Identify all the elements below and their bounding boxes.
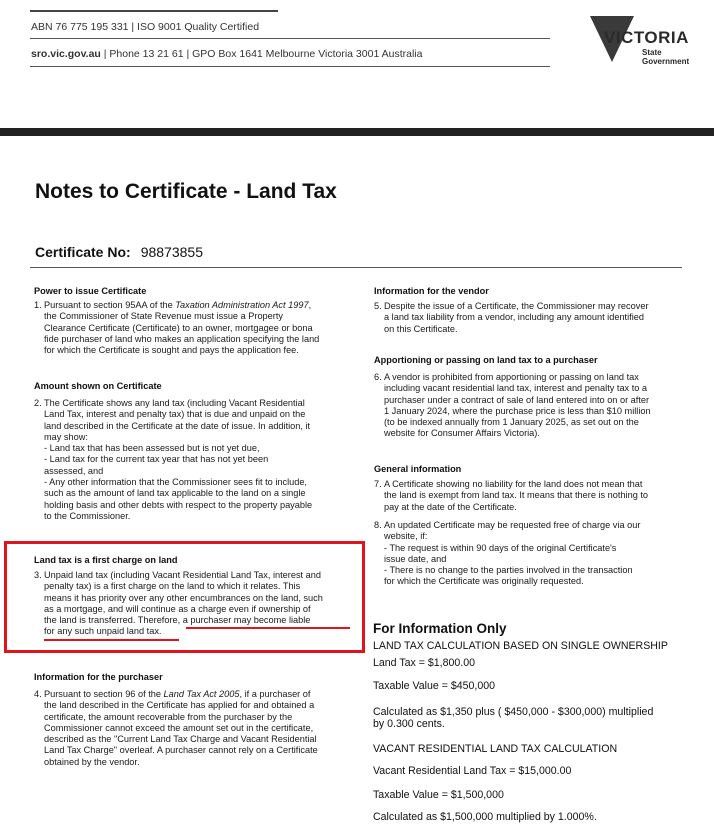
note-text: A Certificate showing no liability for the land does not mean that the land is exempt from land tax. It means that there is nothing to pay at the date of the Certificate.: [384, 479, 649, 512]
note-text: Unpaid land tax (including Vacant Residential Land Tax, interest and penalty tax) is a first charge on the land to which it relates. This means it has priority over any other encumbrances on the land, such as a mortgage, and will continue as a charge even if ownership of the land is transferred. Therefore, a purchaser may become liable for any such unpaid land tax.: [44, 570, 323, 637]
note-number: 3.: [34, 570, 42, 580]
logo-wordmark: VICTORIA: [604, 28, 689, 47]
certificate-rule: [30, 267, 682, 268]
note-2: [34, 398, 354, 522]
note-7: [374, 479, 694, 513]
info-line-2: Land Tax = $1,800.00: [373, 657, 476, 669]
certificate-number: [35, 244, 203, 260]
note-6: [374, 372, 694, 440]
info-line-1: LAND TAX CALCULATION BASED ON SINGLE OWNERSHIP: [373, 640, 668, 652]
section-title-3: Land tax is a first charge on land: [34, 555, 178, 565]
section-title-7: General information: [374, 464, 462, 474]
section-title-4: Information for the purchaser: [34, 672, 163, 682]
abn-line: ABN 76 775 195 331 | ISO 9001 Quality Certified: [31, 21, 260, 33]
certificate-label: Certificate No:: [35, 244, 131, 260]
note-text: A vendor is prohibited from apportioning or passing on land tax including vacant residential land tax, interest and penalty tax to a purchaser under a contract of sale of land entered into on or after 1 January 2024, where the purchase price is less than $10 million (to be indexed annually from 1 January 2025, as set out on the website for Consumer Affairs Victoria).: [384, 372, 651, 439]
underline-mark: [186, 627, 350, 629]
note-number: 7.: [374, 479, 382, 489]
note-number: 2.: [34, 398, 42, 408]
header-top-rule: [30, 10, 278, 12]
underline-mark: [44, 639, 179, 641]
section-title-1: Power to issue Certificate: [34, 286, 147, 296]
info-line-4: Calculated as $1,350 plus ( $450,000 - $300,000) multiplied: [373, 706, 654, 718]
info-line-3: Taxable Value = $450,000: [373, 680, 496, 692]
header-mid-rule: [30, 38, 550, 39]
page-title: Notes to Certificate - Land Tax: [35, 180, 337, 203]
note-8: [374, 520, 694, 588]
note-1: [34, 300, 354, 356]
note-number: 5.: [374, 301, 382, 311]
note-text: Despite the issue of a Certificate, the Commissioner may recover a land tax liability from a vendor, including any amount identified on this Certificate.: [384, 301, 649, 334]
info-line-7: Vacant Residential Land Tax = $15,000.00: [373, 765, 572, 777]
note-text: Pursuant to section 95AA of the Taxation Administration Act 1997, the Commissioner of State Revenue must issue a Property Clearance Certificate (Certificate) to an owner, mortgagee or bona fide purchaser of land who makes an application specifying the land for which the Certificate is sought and pays the application fee.: [44, 300, 320, 356]
info-line-9: Calculated as $1,500,000 multiplied by 1.000%.: [373, 811, 597, 823]
contact-line: [31, 48, 422, 60]
note-number: 4.: [34, 689, 42, 699]
note-text: An updated Certificate may be requested free of charge via our website, if: - The request is within 90 days of the original Certificate's issue date, and - There is no change to the parties involved in the transaction for which the Certificate was originally requested.: [384, 520, 641, 587]
info-line-5: by 0.300 cents.: [373, 718, 445, 730]
note-number: 6.: [374, 372, 382, 382]
note-text: The Certificate shows any land tax (including Vacant Residential Land Tax, interest and penalty tax) that is due and unpaid on the land described in the Certificate at the date of issue. In addition, it may show: - Land tax that has been assessed but is not yet due, - Land tax for the current tax year that has not yet been assessed, and - Any other information that the Commissioner sees fit to include, such as the amount of land tax applicable to the land on a single holding basis and other debts with respect to the property payable to the Commissioner.: [44, 398, 313, 521]
victoria-logo: [590, 16, 690, 68]
note-text: Pursuant to section 96 of the Land Tax Act 2005, if a purchaser of the land described in the Certificate has applied for and obtained a certificate, the amount recoverable from the purchaser by the Commissioner cannot exceed the amount set out in the certificate, described as the "Current Land Tax Charge and Vacant Residential Land Tax Charge" overleaf. A purchaser cannot rely on a Certificate obtained by the vendor.: [44, 689, 318, 767]
section-title-5: Information for the vendor: [374, 286, 489, 296]
info-line-8: Taxable Value = $1,500,000: [373, 789, 504, 801]
info-heading: For Information Only: [373, 621, 507, 636]
certificate-value: 98873855: [140, 244, 203, 260]
note-number: 1.: [34, 300, 42, 310]
header-bottom-rule: [30, 66, 550, 67]
website-link[interactable]: sro.vic.gov.au: [31, 48, 101, 60]
note-number: 8.: [374, 520, 382, 530]
note-5: [374, 301, 694, 335]
header-band: [0, 128, 714, 136]
contact-details: | Phone 13 21 61 | GPO Box 1641 Melbourne Victoria 3001 Australia: [100, 48, 423, 60]
section-title-2: Amount shown on Certificate: [34, 381, 162, 391]
section-title-6: Apportioning or passing on land tax to a purchaser: [374, 355, 598, 365]
logo-subtitle: State Government: [642, 48, 690, 66]
info-line-6: VACANT RESIDENTIAL LAND TAX CALCULATION: [373, 743, 618, 755]
note-4: [34, 689, 354, 768]
